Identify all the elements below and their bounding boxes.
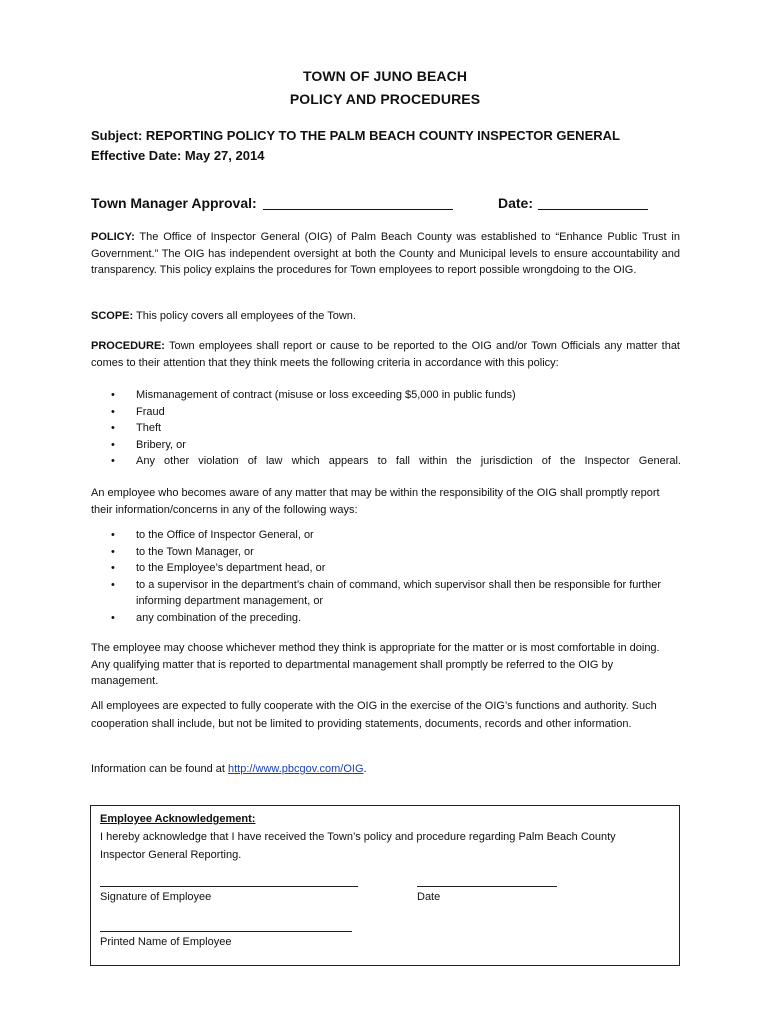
bullet-icon: • <box>111 611 115 624</box>
scope-label: SCOPE: <box>91 310 134 322</box>
method-choice-paragraph: The employee may choose whichever method they think is appropriate for the matter or is most comfortable in doing. Any qualifying matter that is reported to departmental management shall promptly be referred to the OIG by management. <box>91 642 660 687</box>
bullet-icon: • <box>111 562 115 574</box>
list-item <box>111 453 681 470</box>
policy-paragraph <box>91 229 680 279</box>
criteria-item-text: Theft <box>136 422 162 434</box>
policy-text: The Office of Inspector General (OIG) of Palm Beach County was established to “Enhance Public Trust in Government.” The OIG has independent oversight at both the County and Municipal levels to ensure accountability and transparency. This policy explains the procedures for Town employees to report possible wrongdoing to the OIG. <box>91 231 680 276</box>
bullet-icon: • <box>111 405 115 418</box>
aware-paragraph: An employee who becomes aware of any matter that may be within the responsibility of the OIG shall promptly report their information/concerns in any of the following ways: <box>91 487 660 516</box>
signature-date-line[interactable] <box>417 886 557 887</box>
approval-date-line <box>538 209 648 210</box>
subject-line: Subject: REPORTING POLICY TO THE PALM BEACH COUNTY INSPECTOR GENERAL <box>91 128 620 143</box>
list-item <box>111 544 681 561</box>
bullet-icon: • <box>111 545 115 558</box>
approval-row <box>91 195 681 215</box>
list-item <box>111 404 681 421</box>
town-manager-approval-label: Town Manager Approval: <box>91 195 257 211</box>
criteria-list <box>111 387 681 470</box>
acknowledgement-text: I hereby acknowledge that I have received the Town’s policy and procedure regarding Palm Beach County Inspector General Reporting. <box>100 831 616 861</box>
bullet-icon: • <box>111 455 115 467</box>
bullet-icon: • <box>111 578 115 591</box>
signature-date-label: Date <box>417 891 441 903</box>
cooperation-paragraph: All employees are expected to fully cooperate with the OIG in the exercise of the OIG’s functions and authority. Such cooperation shall include, but not be limited to providing statements, documents, records and other information. <box>91 700 657 730</box>
procedure-label: PROCEDURE: <box>91 340 165 352</box>
list-item <box>111 610 681 627</box>
bullet-icon: • <box>111 529 115 541</box>
policy-label: POLICY: <box>91 231 135 243</box>
scope-text: This policy covers all employees of the Town. <box>133 310 356 322</box>
bullet-icon: • <box>111 389 115 401</box>
criteria-item-text: Any other violation of law which appears to fall within the jurisdiction of the Inspector General. <box>136 455 681 467</box>
employee-signature-line[interactable] <box>100 886 358 887</box>
way-item-text: to the Office of Inspector General, or <box>136 529 314 541</box>
list-item <box>111 387 681 404</box>
criteria-item-text: Mismanagement of contract (misuse or loss exceeding $5,000 in public funds) <box>136 389 516 401</box>
scope-paragraph <box>91 308 680 325</box>
printed-name-label: Printed Name of Employee <box>100 936 232 948</box>
approval-date-label: Date: <box>498 195 534 211</box>
way-item-text: any combination of the preceding. <box>136 611 302 624</box>
criteria-item-text: Bribery, or <box>136 438 186 451</box>
document-title-policy: POLICY AND PROCEDURES <box>289 91 481 107</box>
way-item-text: to the Employee’s department head, or <box>136 562 326 574</box>
reporting-ways-list <box>111 527 681 626</box>
way-item-text: to the Town Manager, or <box>136 545 254 558</box>
criteria-item-text: Fraud <box>136 405 165 418</box>
employee-acknowledgement-box <box>90 805 680 966</box>
information-suffix: . <box>363 763 367 775</box>
effective-date-line: Effective Date: May 27, 2014 <box>91 148 265 163</box>
list-item <box>111 420 681 437</box>
information-paragraph <box>91 761 680 778</box>
document-title-town: TOWN OF JUNO BEACH <box>302 68 468 84</box>
list-item <box>111 577 681 610</box>
list-item <box>111 560 681 577</box>
bullet-icon: • <box>111 422 115 434</box>
information-prefix: Information can be found at <box>91 763 228 775</box>
acknowledgement-title: Employee Acknowledgement: <box>100 813 256 825</box>
list-item <box>111 527 681 544</box>
procedure-text: Town employees shall report or cause to be reported to the OIG and/or Town Officials any matter that comes to their attention that they think meets the following criteria in accordance with this policy: <box>91 340 680 369</box>
signature-of-employee-label: Signature of Employee <box>100 891 212 903</box>
list-item <box>111 437 681 454</box>
way-item-text: to a supervisor in the department’s chain of command, which supervisor shall then be responsible for further informing department management, or <box>136 578 662 607</box>
procedure-paragraph <box>91 338 680 371</box>
oig-website-link[interactable]: http://www.pbcgov.com/OIG <box>227 763 364 775</box>
bullet-icon: • <box>111 438 115 451</box>
printed-name-line[interactable] <box>100 931 352 932</box>
town-manager-signature-line <box>263 209 453 210</box>
